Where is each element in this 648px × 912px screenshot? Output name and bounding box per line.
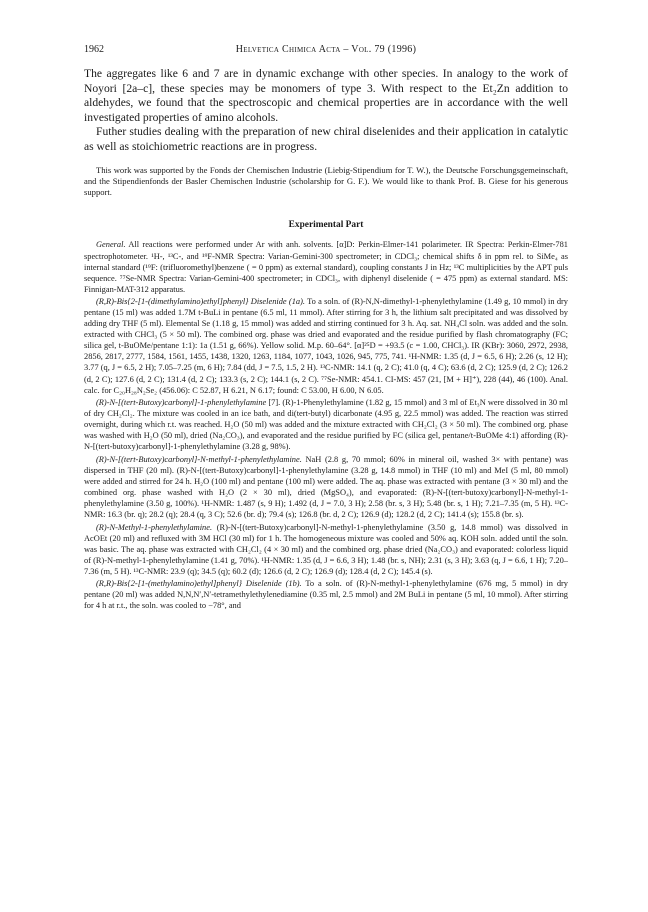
exp-paragraph-boc-amine — [84, 397, 568, 452]
intro-paragraph-2: Futher studies dealing with the preparation of new chiral diselenides and their application in catalytic as well as stoichiometric reactions are in progress. — [84, 125, 568, 153]
exp-paragraph-methyl-amine — [84, 522, 568, 577]
runin-heading: (R,R)-Bis{2-[1-(dimethylamino)ethyl]phenyl} Diselenide (1a). — [96, 297, 305, 307]
journal-title: Helvetica Chimica Acta – Vol. 79 (1996) — [235, 44, 417, 55]
page — [84, 44, 568, 612]
runin-heading: General. — [96, 240, 126, 250]
runin-heading: (R)-N-Methyl-1-phenylethylamine. — [96, 522, 213, 532]
section-title: Experimental Part — [288, 220, 364, 231]
exp-paragraph-general — [84, 239, 568, 294]
running-header — [84, 44, 568, 58]
intro-paragraph-1: The aggregates like 6 and 7 are in dynamic exchange with other species. In analogy to the work of Noyori [2a–c], these species may be monomers of type 3. With respect to the Et₂Zn addition to aldehydes, we found that the spectroscopic and chemical properties are in accordance with the well investigated properties of amino alcohols. — [84, 67, 568, 124]
paragraph-text: [7]. (R)-1-Phenylethylamine (1.82 g, 15 mmol) and 3 ml of Et₃N were dissolved in 30 ml of dry CH₂Cl₂. The mixture was cooled in an ice bath, and di(tert-butyl) dicarbonate (4.95 g, 22.5 mmol) was added. The reaction was stirred overnight, during which r.t. was reached. H₂O (50 ml) was added and the mixture extracted with CH₂Cl₂ (3 × 50 ml). The combined org. phase was washed with H₂O (50 ml), dried (Na₂CO₃), and evaporated and the residue purified by FC (silica gel, pentane/t-BuOMe 4:1) affording (R)-N-[(tert-butoxy)carbonyl]-1-phenylethylamine (3.28 g, 98%). — [84, 398, 568, 452]
paragraph-text: All reactions were performed under Ar with anh. solvents. [α]D: Perkin-Elmer-141 polarimeter. IR Spectra: Perkin-Elmer-781 spectrophotometer. ¹H-, ¹³C-, and ¹⁹F-NMR Spectra: Varian-Gemini-300 spectrometer; in CDCl₃; chemical shifts δ in ppm rel. to SiMe₄ as internal standard (¹⁹F: (trifluoromethyl)benzene ( = 0 ppm) as external standard), coupling constants J in Hz; ¹³C multiplicities by the APT puls sequence. ⁷⁷Se-NMR Spectra: Varian-Gemini-400 spectrometer; in CDCl₃, with diphenyl diselenide ( = 475 ppm) as external standard. MS: Finnigan-MAT-312 apparatus. — [84, 240, 568, 294]
acknowledgment: This work was supported by the Fonds der Chemischen Industrie (Liebig-Stipendium for T. W.), the Deutsche Forschungsgemeinschaft, and the Stipendienfonds der Basler Chemischen Industrie (scholarship for G. F.). We would like to thank Prof. B. Giese for his generous support. — [84, 164, 568, 198]
paragraph-text: To a soln. of (R)-N,N-dimethyl-1-phenylethylamine (1.49 g, 10 mmol) in dry pentane (15 ml) was added 1.7M t-BuLi in pentane (6.5 ml, 11 mmol). After stirring for 3 h, the lithium salt precipitated and was dissolved by adding dry THF (5 ml). Elemental Se (1.18 g, 15 mmol) was added and stirring continued for 3 h. Aq. sat. NH₄Cl soln. was added and the soln. extracted with CHCl₃ (5 × 50 ml). The combined org. phase was dried and evaporated and the residue purified by flash chromatography (FC; silica gel, t-BuOMe/pentane 1:1): 1a (1.51 g, 66%). Yellow solid. M.p. 60–64°. [α]²⁵D = +93.5 (c = 1.00, CHCl₃). IR (KBr): 3060, 2972, 2938, 2856, 2817, 2777, 1584, 1561, 1455, 1438, 1320, 1263, 1184, 1077, 1043, 1026, 945, 775, 741. ¹H-NMR: 1.35 (d, J = 6.5, 6 H); 2.26 (s, 12 H); 3.77 (q, J = 6.5, 2 H); 7.05–7.25 (m, 6 H); 7.84 (dd, J = 7.5, 1.5, 2 H). ¹³C-NMR: 14.1 (q, 2 C); 41.0 (q, 4 C); 63.6 (d, 2 C); 125.9 (d, 2 C); 126.2 (d, 2 C); 127.6 (d, 2 C); 131.4 (d, 2 C); 133.3 (s, 2 C); 144.1 (s, 2 C). ⁷⁷Se-NMR: 454.1. CI-MS: 457 (21, [M + H]⁺), 228 (44), 46 (100). Anal. calc. for C₂₀H₂₈N₂Se₂ (456.06): C 52.87, H 6.21, N 6.17; found: C 53.00, H 6.00, N 6.05. — [84, 297, 568, 395]
runin-heading: (R)-N-[(tert-Butoxy)carbonyl]-1-phenylethylamine — [96, 398, 267, 408]
exp-paragraph-1b — [84, 578, 568, 611]
paragraph-text: (R)-N-[(tert-Butoxy)carbonyl]-N-methyl-1-phenylethylamine (3.50 g, 14.8 mmol) was dissolved in AcOEt (20 ml) and refluxed with 3M HCl (30 ml) for 1 h. The homogeneous mixture was cooled and 50% aq. KOH soln. added until the soln. was basic. The aq. phase was extracted with CH₂Cl₂ (4 × 30 ml) and the combined org. phase dried (Na₂CO₃) and evaporated: colorless liquid of (R)-N-methyl-1-phenylethylamine (1.41 g, 70%). ¹H-NMR: 1.35 (d, J = 6.6, 3 H); 1.48 (br. s, NH); 2.31 (s, 3 H); 3.63 (q, J = 6.6, 1 H); 7.20–7.36 (m, 5 H). ¹³C-NMR: 23.9 (q); 34.5 (q); 60.2 (d); 126.6 (d, 2 C); 126.9 (d); 128.4 (d, 2 C); 145.4 (s). — [84, 522, 568, 576]
runin-heading: (R,R)-Bis{2-[1-(methylamino)ethyl]phenyl} Diselenide (1b). — [96, 579, 302, 589]
runin-heading: (R)-N-[(tert-Butoxy)carbonyl]-N-methyl-1-phenylethylamine. — [96, 454, 302, 464]
paragraph-text: NaH (2.8 g, 70 mmol; 60% in mineral oil, washed 3× with pentane) was dispersed in THF (20 ml). (R)-N-[(tert-Butoxy)carbonyl]-1-phenylethylamine (3.28 g, 14.8 mmol) in THF (10 ml) and MeI (5 ml, 80 mmol) were added and stirred for 24 h. H₂O (100 ml) and pentane (100 ml) were added. The aq. phase was extracted with pentane (3 × 30 ml) and the combined org. phase washed with H₂O (2 × 30 ml), dried (MgSO₄), and evaporated: (R)-N-[(tert-butoxy)carbonyl]-N-methyl-1-phenylethylamine (3.50 g, 100%). ¹H-NMR: 1.487 (s, 9 H); 1.492 (d, J = 7.0, 3 H); 2.58 (br. s, 3 H); 5.48 (br. s, 1 H); 7.21–7.35 (m, 5 H). ¹³C-NMR: 16.3 (br. q); 28.2 (q); 28.4 (q, 3 C); 52.6 (br. d); 79.4 (s); 126.8 (br. d, 2 C); 126.9 (d); 128.2 (d, 2 C); 141.4 (s); 155.8 (br. s). — [84, 454, 568, 520]
page-number: 1962 — [84, 44, 104, 55]
paragraph-text: To a soln. of (R)-N-methyl-1-phenylethylamine (676 mg, 5 mmol) in dry pentane (20 ml) was added N,N,N′,N′-tetramethylethylenediamine (0.35 ml, 2.5 mmol) and 2M BuLi in pentane (5 ml, 10 mmol). After stirring for 4 h at r.t., the soln. was cooled to −78°, and — [84, 579, 568, 611]
exp-paragraph-1a — [84, 296, 568, 395]
exp-paragraph-boc-methyl-amine — [84, 454, 568, 520]
